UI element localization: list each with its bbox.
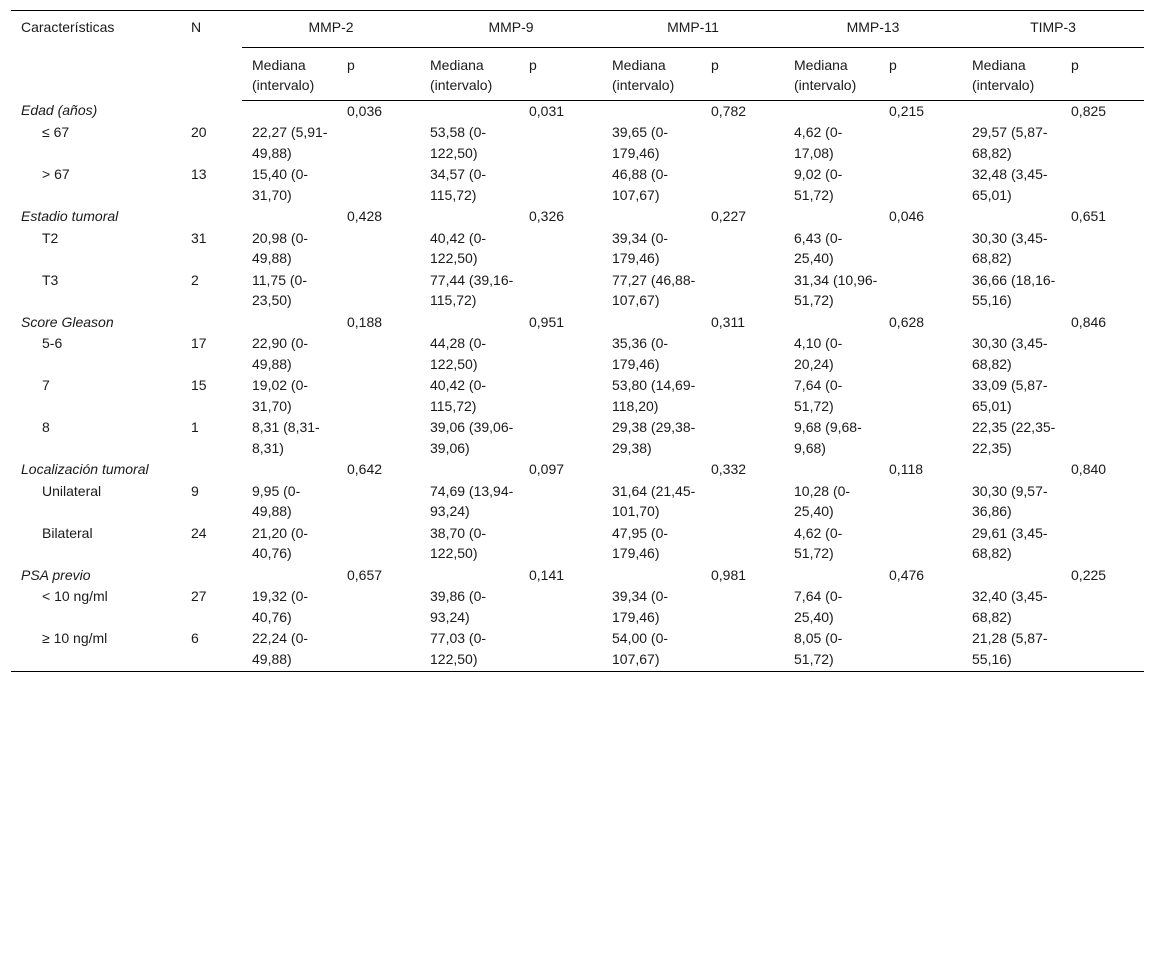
header-p: p bbox=[879, 47, 962, 100]
empty-cell bbox=[1061, 417, 1144, 459]
empty-cell bbox=[962, 312, 1061, 334]
median-value: 77,03 (0-122,50) bbox=[430, 630, 487, 667]
empty-cell bbox=[420, 100, 519, 122]
p-value: 0,332 bbox=[711, 461, 747, 477]
median-value: 22,35 (22,35-22,35) bbox=[972, 419, 1056, 456]
empty-cell bbox=[1061, 481, 1144, 523]
empty-cell bbox=[879, 586, 962, 628]
median-value: 53,80 (14,69-118,20) bbox=[612, 377, 696, 414]
empty-cell bbox=[879, 523, 962, 565]
category-label: PSA previo bbox=[21, 566, 91, 583]
median-value: 77,27 (46,88-107,67) bbox=[612, 271, 696, 308]
header-median: Mediana (intervalo) bbox=[962, 47, 1061, 100]
empty-cell bbox=[784, 565, 879, 587]
median-value: 53,58 (0-122,50) bbox=[430, 124, 487, 161]
median-value: 38,70 (0-122,50) bbox=[430, 524, 487, 561]
empty-cell bbox=[1061, 628, 1144, 672]
p-value: 0,825 bbox=[1071, 102, 1107, 119]
empty-cell bbox=[879, 164, 962, 206]
category-label: Estadio tumoral bbox=[21, 208, 119, 224]
p-value: 0,326 bbox=[529, 208, 565, 224]
category-row bbox=[11, 312, 1144, 334]
table-row bbox=[11, 375, 1144, 417]
empty-cell bbox=[1061, 333, 1144, 375]
median-value: 21,28 (5,87-55,16) bbox=[972, 630, 1048, 667]
empty-cell bbox=[602, 100, 701, 122]
empty-cell bbox=[181, 206, 242, 228]
empty-cell bbox=[879, 270, 962, 312]
table-row bbox=[11, 228, 1144, 270]
empty-cell bbox=[602, 312, 701, 334]
empty-cell bbox=[602, 565, 701, 587]
n-value: 20 bbox=[191, 124, 207, 140]
empty-cell bbox=[879, 228, 962, 270]
table-body bbox=[11, 100, 1144, 672]
row-label: Unilateral bbox=[42, 482, 102, 499]
median-value: 19,02 (0-31,70) bbox=[252, 377, 309, 414]
median-value: 19,32 (0-40,76) bbox=[252, 588, 309, 625]
empty-cell bbox=[242, 312, 337, 334]
p-value: 0,031 bbox=[529, 102, 565, 119]
median-value: 32,48 (3,45-65,01) bbox=[972, 166, 1048, 203]
header-row-markers bbox=[11, 11, 1144, 48]
empty-cell bbox=[337, 164, 420, 206]
empty-cell bbox=[420, 565, 519, 587]
p-value: 0,118 bbox=[889, 461, 924, 477]
header-median: Mediana (intervalo) bbox=[784, 47, 879, 100]
median-value: 32,40 (3,45-68,82) bbox=[972, 588, 1048, 625]
median-value: 40,42 (0-115,72) bbox=[430, 377, 487, 414]
empty-cell bbox=[181, 100, 242, 122]
row-label: 8 bbox=[42, 419, 50, 435]
n-value: 9 bbox=[191, 482, 199, 499]
median-value: 30,30 (9,57-36,86) bbox=[972, 482, 1048, 519]
empty-cell bbox=[337, 481, 420, 523]
empty-cell bbox=[784, 206, 879, 228]
empty-cell bbox=[879, 481, 962, 523]
header-mmp11: MMP-11 bbox=[602, 11, 784, 48]
header-timp3: TIMP-3 bbox=[962, 11, 1144, 48]
median-value: 39,34 (0-179,46) bbox=[612, 588, 669, 625]
p-value: 0,227 bbox=[711, 208, 747, 224]
empty-cell bbox=[181, 312, 242, 334]
empty-cell bbox=[879, 628, 962, 672]
empty-cell bbox=[784, 459, 879, 481]
empty-cell bbox=[701, 164, 784, 206]
empty-cell bbox=[519, 628, 602, 672]
median-value: 39,06 (39,06-39,06) bbox=[430, 419, 514, 456]
header-mmp13: MMP-13 bbox=[784, 11, 962, 48]
category-label: Edad (años) bbox=[21, 102, 98, 118]
median-value: 39,34 (0-179,46) bbox=[612, 229, 669, 266]
empty-cell bbox=[1061, 523, 1144, 565]
median-value: 9,68 (9,68-9,68) bbox=[794, 419, 862, 456]
median-value: 39,65 (0-179,46) bbox=[612, 124, 669, 161]
p-value: 0,981 bbox=[711, 566, 747, 583]
n-value: 24 bbox=[191, 524, 207, 541]
empty-cell bbox=[602, 206, 701, 228]
empty-cell bbox=[181, 459, 242, 481]
median-value: 77,44 (39,16-115,72) bbox=[430, 271, 514, 308]
n-value: 31 bbox=[191, 229, 207, 246]
p-value: 0,311 bbox=[711, 313, 745, 330]
empty-cell bbox=[337, 375, 420, 417]
p-value: 0,141 bbox=[529, 566, 565, 583]
category-row bbox=[11, 206, 1144, 228]
empty-cell bbox=[701, 523, 784, 565]
p-value: 0,951 bbox=[529, 313, 565, 330]
empty-cell bbox=[519, 122, 602, 164]
median-value: 35,36 (0-179,46) bbox=[612, 335, 669, 372]
empty-cell bbox=[519, 523, 602, 565]
p-value: 0,215 bbox=[889, 102, 925, 119]
empty-cell bbox=[337, 122, 420, 164]
median-value: 10,28 (0-25,40) bbox=[794, 482, 851, 519]
row-label: 7 bbox=[42, 377, 50, 393]
empty-cell bbox=[181, 565, 242, 587]
p-value: 0,642 bbox=[347, 461, 383, 477]
median-value: 46,88 (0-107,67) bbox=[612, 166, 669, 203]
table-row bbox=[11, 122, 1144, 164]
empty-cell bbox=[337, 417, 420, 459]
empty-cell bbox=[879, 122, 962, 164]
empty-cell bbox=[1061, 586, 1144, 628]
median-value: 39,86 (0-93,24) bbox=[430, 588, 487, 625]
empty-cell bbox=[519, 270, 602, 312]
empty-cell bbox=[337, 628, 420, 672]
empty-cell bbox=[962, 100, 1061, 122]
empty-cell bbox=[962, 459, 1061, 481]
mmp-results-table bbox=[11, 10, 1144, 672]
empty-cell bbox=[962, 565, 1061, 587]
p-value: 0,651 bbox=[1071, 208, 1107, 224]
p-value: 0,036 bbox=[347, 102, 383, 119]
p-value: 0,188 bbox=[347, 313, 383, 330]
empty-cell bbox=[701, 417, 784, 459]
empty-cell bbox=[420, 459, 519, 481]
category-row bbox=[11, 459, 1144, 481]
empty-cell bbox=[242, 100, 337, 122]
median-value: 44,28 (0-122,50) bbox=[430, 335, 487, 372]
p-value: 0,628 bbox=[889, 313, 925, 330]
median-value: 15,40 (0-31,70) bbox=[252, 166, 309, 203]
p-value: 0,476 bbox=[889, 566, 925, 583]
p-value: 0,428 bbox=[347, 208, 383, 224]
empty-cell bbox=[519, 164, 602, 206]
empty-cell bbox=[337, 523, 420, 565]
table-container bbox=[11, 10, 1144, 672]
empty-cell bbox=[701, 375, 784, 417]
median-value: 47,95 (0-179,46) bbox=[612, 524, 669, 561]
empty-cell bbox=[701, 628, 784, 672]
category-row bbox=[11, 565, 1144, 587]
table-row bbox=[11, 333, 1144, 375]
empty-cell bbox=[519, 481, 602, 523]
row-label: < 10 ng/ml bbox=[42, 588, 108, 604]
empty-cell bbox=[420, 312, 519, 334]
n-value: 15 bbox=[191, 377, 207, 393]
median-value: 4,62 (0-51,72) bbox=[794, 524, 843, 561]
p-value: 0,225 bbox=[1071, 566, 1107, 583]
empty-cell bbox=[701, 333, 784, 375]
empty-cell bbox=[337, 586, 420, 628]
n-value: 13 bbox=[191, 166, 207, 182]
median-value: 21,20 (0-40,76) bbox=[252, 524, 309, 561]
row-label: 5-6 bbox=[42, 335, 63, 351]
table-row bbox=[11, 523, 1144, 565]
median-value: 31,34 (10,96-51,72) bbox=[794, 271, 878, 308]
row-label: Bilateral bbox=[42, 524, 93, 541]
empty-cell bbox=[337, 270, 420, 312]
empty-cell bbox=[879, 375, 962, 417]
header-p: p bbox=[701, 47, 784, 100]
header-p: p bbox=[337, 47, 420, 100]
p-value: 0,097 bbox=[529, 461, 565, 477]
table-row bbox=[11, 417, 1144, 459]
median-value: 33,09 (5,87-65,01) bbox=[972, 377, 1048, 414]
empty-cell bbox=[519, 228, 602, 270]
empty-cell bbox=[784, 100, 879, 122]
median-value: 7,64 (0-25,40) bbox=[794, 588, 843, 625]
empty-cell bbox=[701, 228, 784, 270]
empty-cell bbox=[784, 312, 879, 334]
row-label: T3 bbox=[42, 271, 59, 288]
n-value: 1 bbox=[191, 419, 199, 435]
p-value: 0,840 bbox=[1071, 461, 1107, 477]
median-value: 31,64 (21,45-101,70) bbox=[612, 482, 696, 519]
empty-cell bbox=[519, 375, 602, 417]
empty-cell bbox=[337, 333, 420, 375]
empty-cell bbox=[519, 417, 602, 459]
empty-cell bbox=[1061, 375, 1144, 417]
table-row bbox=[11, 628, 1144, 672]
n-value: 2 bbox=[191, 271, 199, 288]
empty-cell bbox=[242, 206, 337, 228]
category-label: Score Gleason bbox=[21, 313, 114, 330]
category-label: Localización tumoral bbox=[21, 461, 149, 477]
n-value: 6 bbox=[191, 630, 199, 646]
empty-cell bbox=[519, 333, 602, 375]
header-mmp2: MMP-2 bbox=[242, 11, 420, 48]
median-value: 8,05 (0-51,72) bbox=[794, 630, 843, 667]
empty-cell bbox=[701, 481, 784, 523]
row-label: ≤ 67 bbox=[42, 124, 70, 140]
row-label: > 67 bbox=[42, 166, 70, 182]
median-value: 22,90 (0-49,88) bbox=[252, 335, 309, 372]
median-value: 6,43 (0-25,40) bbox=[794, 229, 843, 266]
header-median: Mediana (intervalo) bbox=[420, 47, 519, 100]
table-row bbox=[11, 586, 1144, 628]
empty-cell bbox=[1061, 228, 1144, 270]
p-value: 0,782 bbox=[711, 102, 747, 119]
row-label: ≥ 10 ng/ml bbox=[42, 630, 108, 646]
empty-cell bbox=[1061, 270, 1144, 312]
header-median: Mediana (intervalo) bbox=[602, 47, 701, 100]
median-value: 74,69 (13,94-93,24) bbox=[430, 482, 514, 519]
p-value: 0,046 bbox=[889, 208, 925, 224]
n-value: 17 bbox=[191, 335, 207, 351]
median-value: 29,38 (29,38-29,38) bbox=[612, 419, 696, 456]
median-value: 7,64 (0-51,72) bbox=[794, 377, 843, 414]
median-value: 22,24 (0-49,88) bbox=[252, 630, 309, 667]
header-p: p bbox=[519, 47, 602, 100]
median-value: 36,66 (18,16-55,16) bbox=[972, 271, 1056, 308]
empty-cell bbox=[337, 228, 420, 270]
p-value: 0,657 bbox=[347, 566, 383, 583]
median-value: 4,62 (0-17,08) bbox=[794, 124, 843, 161]
header-characteristics: Características bbox=[21, 19, 115, 35]
empty-cell bbox=[242, 459, 337, 481]
empty-cell bbox=[519, 586, 602, 628]
median-value: 29,61 (3,45-68,82) bbox=[972, 524, 1048, 561]
empty-cell bbox=[962, 206, 1061, 228]
median-value: 30,30 (3,45-68,82) bbox=[972, 335, 1048, 372]
median-value: 22,27 (5,91-49,88) bbox=[252, 124, 328, 161]
empty-cell bbox=[701, 586, 784, 628]
median-value: 9,95 (0-49,88) bbox=[252, 482, 301, 519]
empty-cell bbox=[701, 122, 784, 164]
header-n: N bbox=[191, 19, 202, 35]
median-value: 4,10 (0-20,24) bbox=[794, 335, 843, 372]
empty-cell bbox=[242, 565, 337, 587]
median-value: 8,31 (8,31-8,31) bbox=[252, 419, 320, 456]
median-value: 34,57 (0-115,72) bbox=[430, 166, 487, 203]
median-value: 11,75 (0-23,50) bbox=[252, 271, 307, 308]
category-row bbox=[11, 100, 1144, 122]
median-value: 54,00 (0-107,67) bbox=[612, 630, 669, 667]
header-mmp9: MMP-9 bbox=[420, 11, 602, 48]
median-value: 29,57 (5,87-68,82) bbox=[972, 124, 1048, 161]
median-value: 30,30 (3,45-68,82) bbox=[972, 229, 1048, 266]
median-value: 9,02 (0-51,72) bbox=[794, 166, 843, 203]
n-value: 27 bbox=[191, 588, 207, 604]
table-row bbox=[11, 164, 1144, 206]
p-value: 0,846 bbox=[1071, 313, 1107, 330]
header-median: Mediana (intervalo) bbox=[242, 47, 337, 100]
header-p: p bbox=[1061, 47, 1144, 100]
empty-cell bbox=[1061, 164, 1144, 206]
empty-cell bbox=[879, 333, 962, 375]
table-row bbox=[11, 481, 1144, 523]
empty-cell bbox=[420, 206, 519, 228]
median-value: 20,98 (0-49,88) bbox=[252, 229, 309, 266]
table-row bbox=[11, 270, 1144, 312]
empty-cell bbox=[1061, 122, 1144, 164]
empty-cell bbox=[879, 417, 962, 459]
median-value: 40,42 (0-122,50) bbox=[430, 229, 487, 266]
row-label: T2 bbox=[42, 229, 59, 246]
empty-cell bbox=[701, 270, 784, 312]
empty-cell bbox=[602, 459, 701, 481]
